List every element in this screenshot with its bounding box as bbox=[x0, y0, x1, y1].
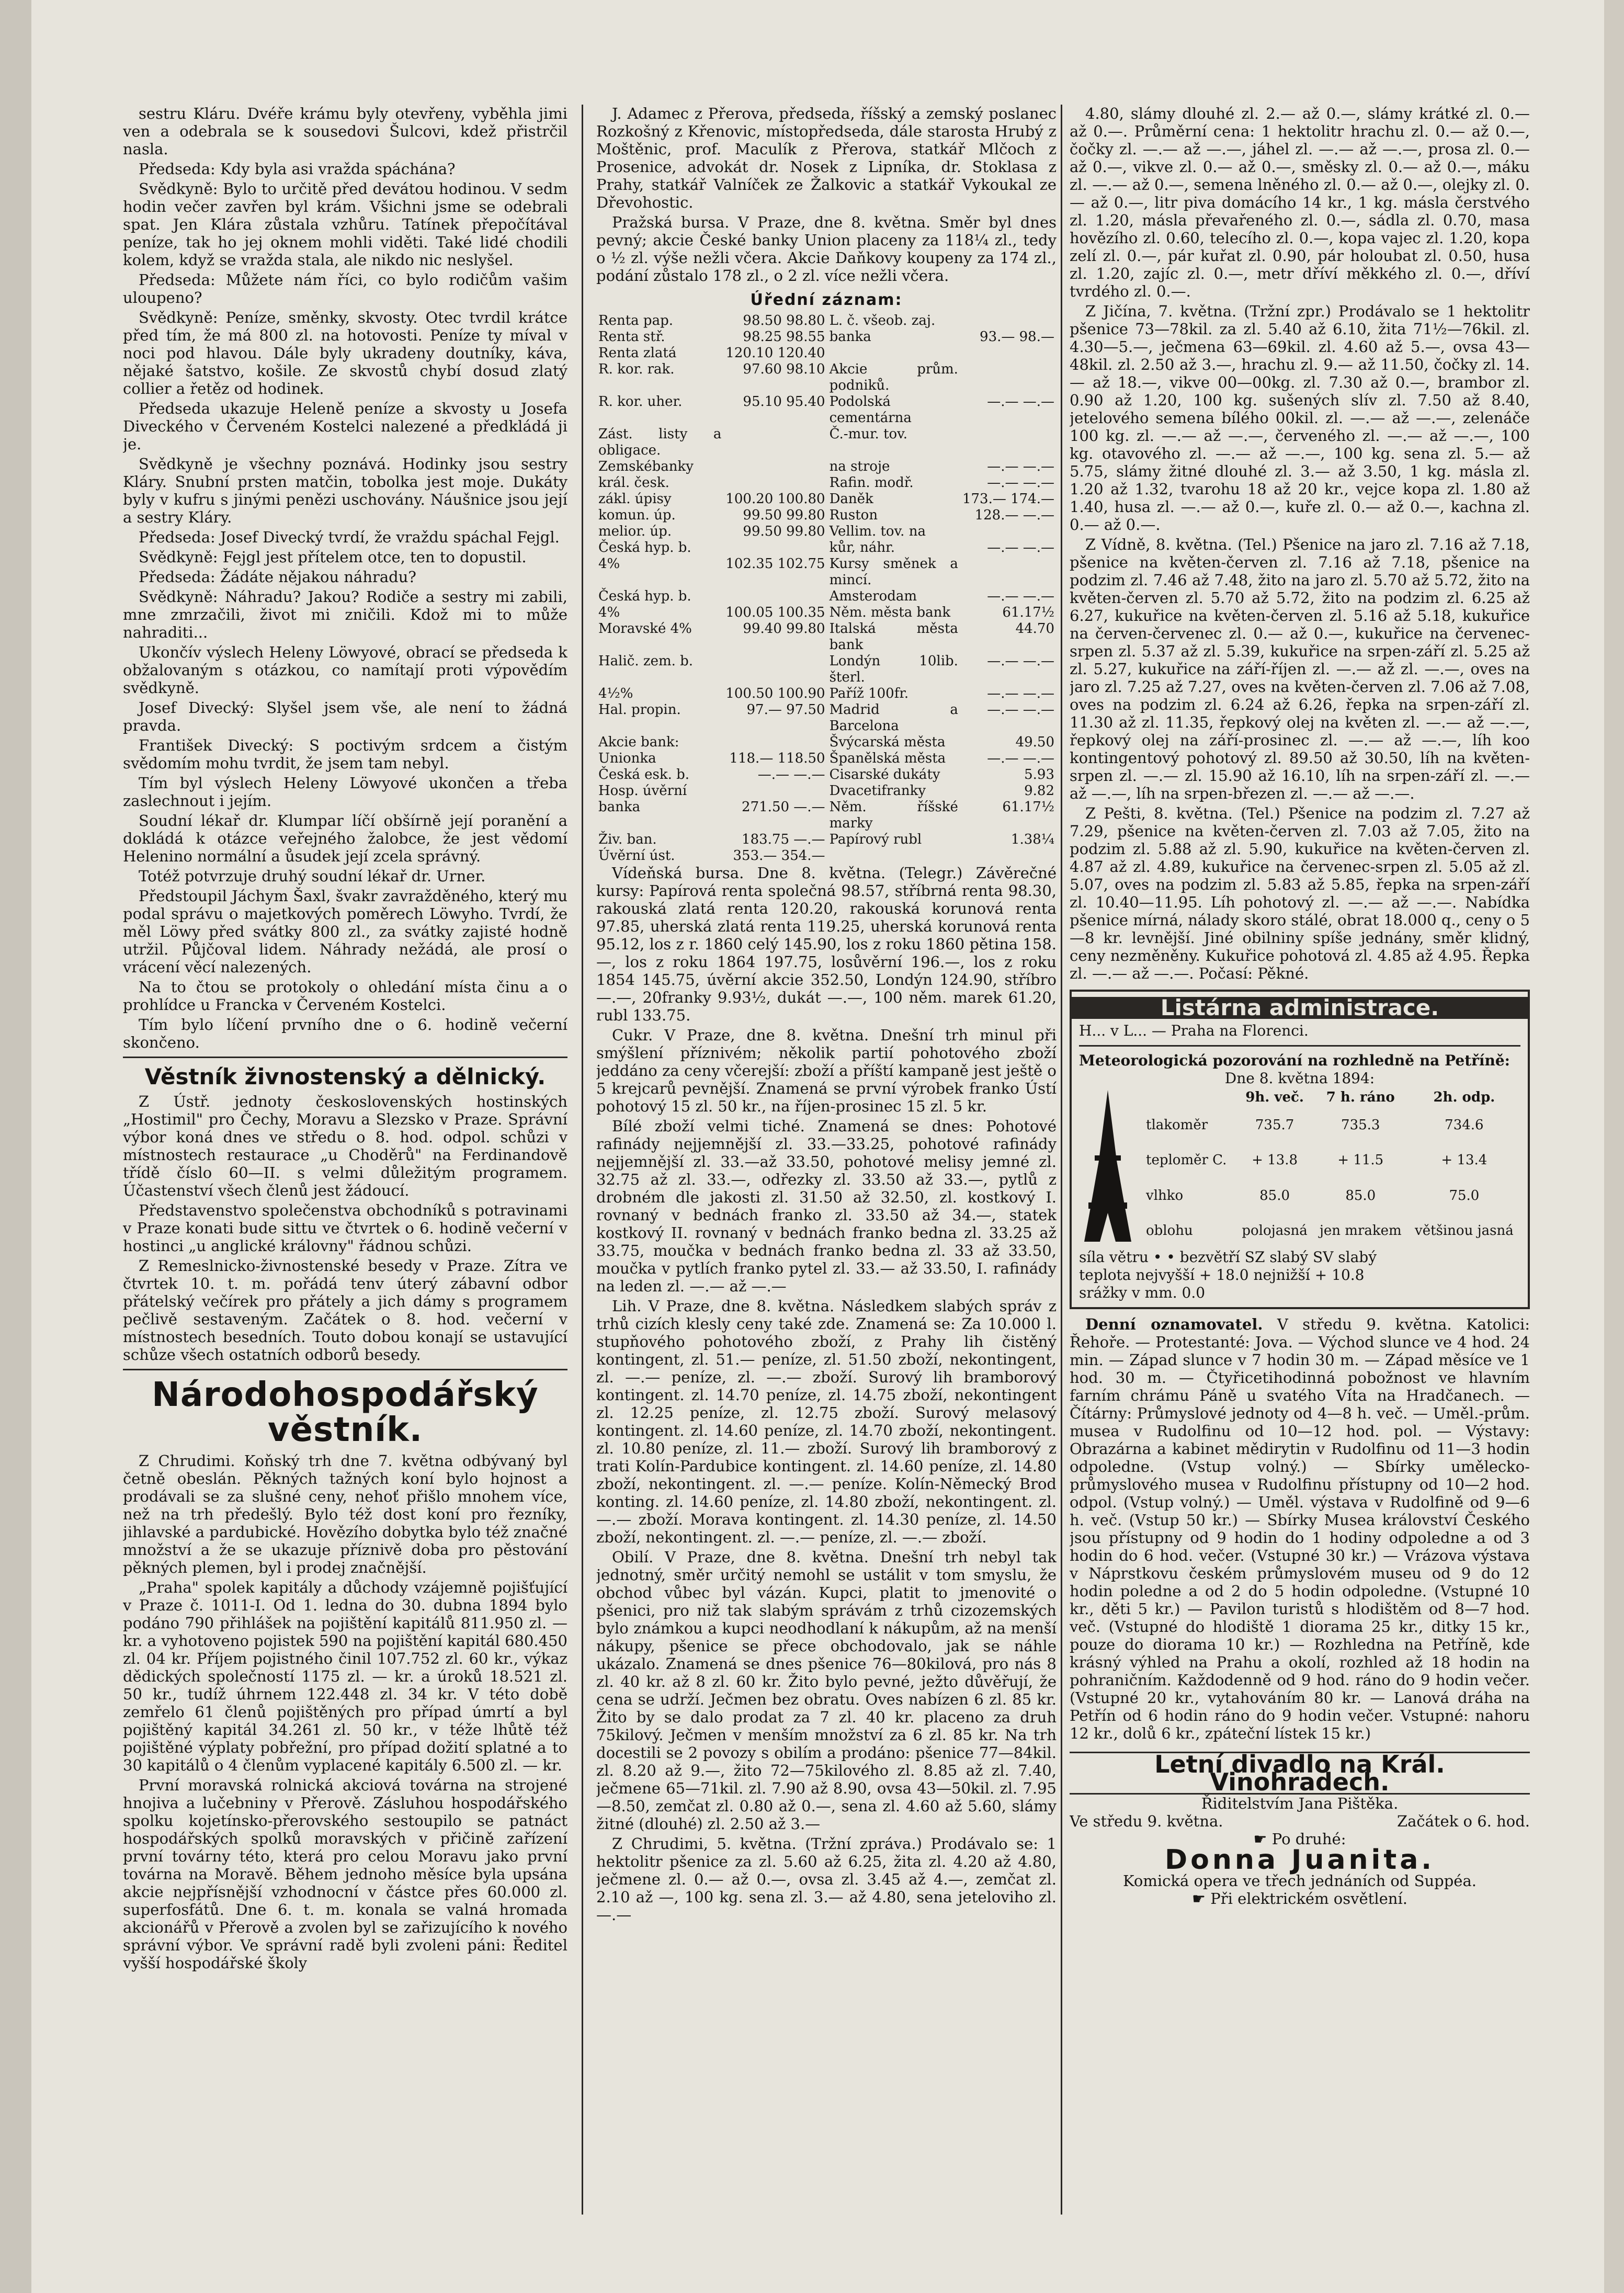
column-left bbox=[123, 105, 567, 2215]
quote-row bbox=[596, 426, 1057, 459]
quote-cell: Něm. říšské marky bbox=[829, 799, 958, 831]
met-cell: tlakoměr bbox=[1146, 1117, 1208, 1133]
quote-cell: Španělská města bbox=[829, 750, 946, 766]
quote-cell: 97.60 98.10 bbox=[743, 361, 825, 377]
met-date: Dne 8. května 1894: bbox=[1224, 1070, 1375, 1087]
announce-heading: Denní oznamovatel. bbox=[1085, 1315, 1263, 1333]
quote-cell bbox=[723, 653, 827, 686]
quote-cell: 93.— 98.— bbox=[980, 328, 1054, 345]
quote-cell: Italská města bank bbox=[829, 620, 958, 653]
pointing-hand-icon: ☛ bbox=[1192, 1890, 1211, 1908]
quote-row bbox=[596, 524, 1057, 540]
quote-cell: 4% bbox=[598, 555, 620, 572]
paragraph: Z Remeslnicko-živnostenské besedy v Praze. Zítra ve čtvrtek 10. t. m. pořádá tenv úterý zábavní odbor přátelský večírek pro přátely a jich dámy s programem pečlivě sestaveným. Začátek o 8. hod. večerní v místnostech besedních. Touto dobou konají se ustavující schůze všech ostatních odborů besedy. bbox=[123, 1257, 567, 1364]
quote-cell: 98.50 98.80 bbox=[743, 312, 825, 328]
quote-cell: Česká hyp. b. bbox=[598, 539, 691, 555]
paragraph: Z Jičína, 7. května. (Tržní zpr.) Prodávalo se 1 hektolitr pšenice 73—78kil. za zl. 5.40 až 6.10, žita 71½—76kil. zl. 4.30—5.—, ječmena 63—69kil. zl. 4.60 až 5.—, ovsa 43—48kil. zl. 2.50 až 3.—, hrachu zl. 9.— až 11.50, čočky zl. 14.— až 18.—, vikve 00—00kg. zl. 7.30 až 0.—, brambor zl. 0.90 až 1.20, 100 kg. sušených slív zl. 7.50 až 8.40, jetelového semena bílého 00kil. zl. —.— až —.—, zelenáče 100 kg. zl. —.— až —.—, červeného zl. —.— až —.—, 100 kg. otavového zl. —.— až —.—, 100 kg. sena zl. 5.— až 5.75, slámy žitné dlouhé zl. 3.— až 3.50, 1 kg. másla zl. 1.20 až 1.32, tvarohu 18 až 20 kr., vejce kopa zl. 1.80 až 1.40, husa zl. —.— až 0.—, kuře zl. 0.— až 0.—, kachna zl. 0.— až 0.—. bbox=[1070, 302, 1530, 533]
quote-cell: 5.93 bbox=[1024, 766, 1054, 782]
quote-cell: 49.50 bbox=[1015, 734, 1054, 750]
quote-cell: Renta pap. bbox=[598, 312, 673, 328]
quote-cell: Paříž 100fr. bbox=[829, 685, 909, 701]
quote-row bbox=[596, 783, 1057, 799]
met-table bbox=[1143, 1087, 1520, 1248]
quote-cell: Akcie bank: bbox=[598, 734, 679, 750]
met-rain: srážky v mm. 0.0 bbox=[1079, 1284, 1206, 1301]
quote-cell: 99.50 99.80 bbox=[743, 507, 825, 523]
paragraph: Předseda: Žádáte nějakou náhradu? bbox=[139, 568, 416, 586]
quote-cell: 353.— 354.— bbox=[733, 847, 825, 864]
quote-row bbox=[596, 686, 1057, 702]
quote-row bbox=[596, 848, 1057, 864]
quote-cell: 4% bbox=[598, 604, 620, 620]
quote-cell: Zemskébanky bbox=[598, 458, 694, 474]
quote-cell: 102.35 102.75 bbox=[725, 555, 825, 572]
paragraph: 4.80, slámy dlouhé zl. 2.— až 0.—, slámy krátké zl. 0.— až 0.—. Průměrní cena: 1 hektolitr hrachu zl. 0.— až 0.—, čočky zl. —.— až —.—, jáhel zl. —.— až —.—, prosa zl. 0.— až 0.—, vikve zl. 0.— až 0.—, směsky zl. 0.— až 0.—, máku zl. —.— až 0.—, semena lněného zl. 0.— až 0.—, olejky zl. 0.— až 0.—, litr piva domácího 14 kr., 1 kg. másla čerstvého zl. 1.20, másla převařeného zl. 0.—, sádla zl. 0.70, masa hovězího zl. 0.60, telecího zl. 0.—, kopa vajec zl. 1.20, kopa zelí zl. 0.—, pár kuřat zl. 0.90, pár holoubat zl. 0.50, husa zl. 1.20, zajíc zl. 0.—, metr dříví měkkého zl. 0.—, dříví tvrdého zl. 0.—. bbox=[1070, 105, 1530, 300]
quote-cell: R. kor. rak. bbox=[598, 361, 675, 377]
quote-cell: 61.17½ bbox=[1002, 604, 1054, 620]
quote-cell: 271.50 —.— bbox=[742, 799, 825, 815]
paragraph: „Praha" spolek kapitály a důchody vzájemně pojišťující v Praze č. 1011-I. Od 1. ledna do 30. dubna 1894 bylo podáno 790 přihlášek na pojištění kapitálů 811.950 zl. — kr. a vyhotoveno pojistek 590 na pojištění kapitál 680.450 zl. 04 kr. Příjem pojistného činil 107.752 zl. 60 kr., výkaz dědických společností 1175 zl. — kr. a úroků 18.521 zl. 50 kr., tudíž úhrnem 122.448 zl. 34 kr. V této době zemřelo 61 členů pojištěných pro případ úmrtí a byl pojištěný kapitál 34.261 zl. 50 kr., v téže lhůtě též pojištěné výplaty pobřežní, pro případ dožití splatné a to 30 kapitálů o 4 členům vyplacené kapitály 6.500 zl. — kr. bbox=[123, 1579, 567, 1775]
quote-cell: Renta stř. bbox=[598, 328, 665, 345]
quote-cell: —.— —.— bbox=[757, 766, 825, 782]
quote-cell bbox=[723, 475, 827, 491]
quote-cell: Úvěrní úst. bbox=[598, 847, 675, 864]
quote-row bbox=[596, 345, 1057, 361]
quote-cell bbox=[827, 848, 960, 864]
quote-cell bbox=[960, 426, 1057, 459]
quote-cell: komun. úp. bbox=[598, 507, 676, 523]
quote-row bbox=[596, 491, 1057, 507]
quote-cell bbox=[960, 524, 1057, 540]
quote-cell: Č.-mur. tov. bbox=[829, 426, 908, 442]
quote-cell bbox=[723, 734, 827, 751]
theater-lighting: ☛ Při elektrickém osvětlení. bbox=[1192, 1890, 1407, 1908]
paragraph: Předseda: Kdy byla asi vražda spáchána? bbox=[139, 160, 456, 178]
quote-cell: 1.38¼ bbox=[1010, 831, 1054, 847]
met-cell: jen mrakem bbox=[1319, 1223, 1402, 1239]
quote-cell: —.— —.— bbox=[987, 588, 1054, 604]
quote-row bbox=[596, 751, 1057, 767]
quote-row bbox=[596, 394, 1057, 426]
quote-cell bbox=[960, 361, 1057, 394]
letters-heading: Listárna administrace. bbox=[1072, 997, 1528, 1019]
met-cell: + 13.8 bbox=[1252, 1152, 1298, 1168]
petrin-tower-icon bbox=[1079, 1087, 1137, 1248]
theater-director: Řiditelstvím Jana Pištěka. bbox=[1201, 1795, 1399, 1812]
quote-cell: —.— —.— bbox=[987, 653, 1054, 669]
quote-cell: 100.20 100.80 bbox=[725, 491, 825, 507]
met-header-cell: 9h. več. bbox=[1245, 1089, 1304, 1105]
section-heading: Národohospodářský věstník. bbox=[152, 1376, 539, 1450]
quote-cell: Ruston bbox=[829, 507, 878, 523]
quote-row bbox=[596, 621, 1057, 653]
paragraph: Z Pešti, 8. května. (Tel.) Pšenice na podzim zl. 7.27 až 7.29, pšenice na květen-červen zl. 7.03 až 7.05, žito na podzim zl. 5.88 až zl. 5.90, kukuřice na květen-červen zl. 4.87 až zl. 4.89, kukuřice na červenec-srpen zl. 5.05 až zl. 5.07, oves na podzim zl. 5.83 až 5.85, řepka na srpen-září zl. 10.40—11.95. Líh pohotový zl. —.— až —.—. Nabídka pšenice mírná, nálady skoro stálé, obrat 18.000 q., ceny o 5—8 kr. levnější. Jiné obilniny spíše jednány, směr klidný, ceny nezměněny. Kukuřice pohotová zl. 4.85 až 4.95. Řepka zl. —.— až —.—. Počasí: Pěkné. bbox=[1070, 804, 1530, 982]
quote-cell: Dvacetifranky bbox=[829, 782, 926, 799]
column-right bbox=[1070, 105, 1530, 2215]
met-cell: 85.0 bbox=[1259, 1187, 1290, 1204]
met-wind: síla větru • • bezvětří SZ slabý SV slabý bbox=[1079, 1248, 1377, 1266]
quote-cell: —.— —.— bbox=[987, 393, 1054, 410]
met-temp: teplota nejvyšší + 18.0 nejnižší + 10.8 bbox=[1079, 1266, 1365, 1284]
paragraph: František Divecký: S poctivým srdcem a čistým svědomím mohu tvrdit, že jsem tam nebyl. bbox=[123, 736, 567, 772]
divider bbox=[1079, 1045, 1520, 1047]
paragraph: První moravská rolnická akciová továrna na strojené hnojiva a lučebniny v Přerově. Zásluhou hospodářského spolku kojetínsko-přerovského sestoupilo se patnáct hospodářských spolků moravských v přičině zařízení první továrny této, která pro celou Moravu jako první továrna na Moravě. Během jednoho měsíce byla upsána akcie nejpřísnější vzhodnocní v částce přes 60.000 zl. superfosfátů. Dne 6. t. m. konala se valná hromada akcionářů v Přerově a zvolen byl se zařizujícího k nového správní výbor. Ve správní radě byli zvoleni páni: Ředitel vyšší hospodářské školy bbox=[123, 1776, 567, 1972]
paragraph: Svědkyně: Bylo to určitě před devátou hodinou. V sedm hodin večer zavřen byl krám. Všichni jsme se odebrali spat. Jen Klára zůstala vzhůru. Tatínek přepočítával peníze, tak ho jej oknem mohli viděti. Také lidé chodili kolem, když se vražda stala, ale nikdo nic neslyšel. bbox=[123, 180, 567, 269]
quote-cell: Akcie prům. podniků. bbox=[829, 361, 958, 393]
paragraph: Svědkyně je všechny poznává. Hodinky jsou sestry Kláry. Snubní prsten matčin, tobolka jest moje. Dukáty byly v kufru s jinými penězi uschovány. Náušnice jsou její a sestry Kláry. bbox=[123, 455, 567, 526]
met-row bbox=[1143, 1178, 1520, 1213]
page-left-edge bbox=[0, 0, 31, 2293]
theater-date: Ve středu 9. května. bbox=[1070, 1812, 1223, 1830]
quote-cell: Česká esk. b. bbox=[598, 766, 690, 782]
pointing-hand-icon: ☛ bbox=[1253, 1830, 1272, 1848]
met-cell: + 11.5 bbox=[1337, 1152, 1384, 1168]
quote-cell: Londýn 10lib. šterl. bbox=[829, 653, 958, 685]
theater-second: ☛ Po druhé: bbox=[1253, 1830, 1346, 1848]
quote-cell bbox=[960, 848, 1057, 864]
quote-row bbox=[596, 329, 1057, 345]
met-header-cell: 7 h. ráno bbox=[1326, 1089, 1395, 1105]
quote-cell: Živ. ban. bbox=[598, 831, 657, 847]
quote-row bbox=[596, 605, 1057, 621]
quote-cell: 4½% bbox=[598, 685, 633, 701]
paragraph: Z Ústř. jednoty československých hostinských „Hostimil" pro Čechy, Moravu a Slezsko v Praze. Správní výbor koná dnes ve středu o 8. hod. odpol. schůzi v místnostech restaurace „u Choděrů" na Ferdinandově třídě číslo 60—II. s velmi důležitým programem. Účastenství všech členů jest žádoucí. bbox=[123, 1093, 567, 1200]
quote-cell: Vellim. tov. na bbox=[829, 523, 926, 539]
paragraph: Tím bylo líčení prvního dne o 6. hodině večerní skončeno. bbox=[123, 1016, 567, 1051]
theater-play: Donna Juanita. bbox=[1164, 1844, 1435, 1876]
theater-start: Začátek o 6. hod. bbox=[1396, 1812, 1530, 1830]
met-cell: 75.0 bbox=[1449, 1187, 1480, 1204]
paragraph: Josef Divecký: Slyšel jsem vše, ale není to žádná pravda. bbox=[123, 699, 567, 734]
quote-cell: —.— —.— bbox=[987, 701, 1054, 718]
quote-row bbox=[596, 507, 1057, 524]
quote-cell bbox=[723, 588, 827, 605]
paragraph: Totéž potvrzuje druhý soudní lékař dr. Urner. bbox=[139, 867, 486, 885]
quote-cell: banka bbox=[598, 799, 641, 815]
quote-row bbox=[596, 540, 1057, 556]
quote-row bbox=[596, 832, 1057, 848]
quote-cell: 99.50 99.80 bbox=[743, 523, 825, 539]
paragraph: Předstoupil Jáchym Šaxl, švakr zavražděného, který mu podal správu o majetkových poměrech Löwyho. Tvrdí, že měl Löwy před svátky 800 zl., za svátky zajisté hodně utržil. Půjčoval lidem. Náhrady nežádá, ale prosí o vrácení věcí nalezených. bbox=[123, 887, 567, 976]
divider bbox=[123, 1369, 567, 1370]
quote-cell: Hosp. úvěrní bbox=[598, 782, 687, 799]
met-cell: + 13.4 bbox=[1441, 1152, 1487, 1168]
quote-cell: Švýcarská města bbox=[829, 734, 946, 750]
quote-row bbox=[596, 734, 1057, 751]
quote-cell: —.— —.— bbox=[987, 750, 1054, 766]
quote-cell: Hal. propin. bbox=[598, 701, 681, 718]
quote-cell bbox=[723, 426, 827, 459]
paragraph: Svědkyně: Peníze, směnky, skvosty. Otec tvrdil krátce před tím, že má 800 zl. na hotovosti. Peníze ty míval v noci pod hlavou. Dále byly ukradeny doutníky, káva, nějaké šatstvo, košile. Ze skvostů chybí dosud zlatý collier a řetěz od hodinek. bbox=[123, 309, 567, 398]
paragraph: Bílé zboží velmi tiché. Znamená se dnes: Pohotové rafinády nejjemnější zl. 33.—33.25, pohotové rafinády nejjemnější zl. 33.—až 33.50, pohotové melisy jemné zl. 32.75 až zl. 33.—, odřezky zl. 33.50 až 33.—, pytlů z drobném dle jakosti zl. 31.50 až 32.50, zl. kostkový I. rovnaný v bednách franko zl. 33.50 až 34.—, statek kostkový II. rovnaný v bednách franko bedna zl. 33.25 až 33.75, moučka v bednách franko bedna zl. 33 až 33.50, moučka v pytlích franko pytel zl. 33.— až 33.50, I. rafinády na leden zl. —.— až —.— bbox=[596, 1117, 1057, 1295]
quote-row bbox=[596, 313, 1057, 329]
met-header-cell: 2h. odp. bbox=[1433, 1089, 1495, 1105]
quote-row bbox=[596, 702, 1057, 734]
quote-cell: Halič. zem. b. bbox=[598, 653, 694, 669]
quote-cell: 100.05 100.35 bbox=[725, 604, 825, 620]
met-cell: 735.3 bbox=[1341, 1117, 1380, 1133]
quote-cell: na stroje bbox=[829, 458, 890, 474]
theater-description: Komická opera ve třech jednáních od Suppéa. bbox=[1123, 1872, 1477, 1890]
paragraph bbox=[1070, 1315, 1530, 1742]
quote-cell: Renta zlatá bbox=[598, 345, 677, 361]
quote-row bbox=[596, 653, 1057, 686]
quote-cell: Česká hyp. b. bbox=[598, 588, 691, 604]
quote-cell bbox=[723, 540, 827, 556]
quote-cell: L. č. všeob. zaj. bbox=[829, 312, 936, 328]
met-cell: 734.6 bbox=[1445, 1117, 1484, 1133]
met-cell: 85.0 bbox=[1345, 1187, 1376, 1204]
quote-cell bbox=[723, 783, 827, 799]
section-heading: Věstník živnostenský a dělnický. bbox=[144, 1064, 546, 1089]
met-header-cell bbox=[1143, 1087, 1236, 1107]
paragraph: Předseda: Josef Divecký tvrdí, že vraždu spáchal Fejgl. bbox=[139, 528, 560, 546]
quote-cell: kůr, náhr. bbox=[829, 539, 895, 555]
paragraph: Vídeňská bursa. Dne 8. května. (Telegr.) Závěrečné kursy: Papírová renta společná 98.57, stříbrná renta 98.30, rakouská zlatá renta 120.20, rakouská korunová renta 97.85, uherská zlatá renta 119.25, uherská korunová renta 95.12, los z r. 1860 celý 145.90, los z roku 1860 pětina 158.—, los z roku 1864 197.75, losůvěrní 196.—, los z roku 1854 145.75, úvěrní akcie 352.50, Londýn 124.90, stříbro —.—, 20franky 9.93½, dukát —.—, 100 něm. marek 61.20, rubl 133.75. bbox=[596, 864, 1057, 1024]
paragraph: Z Chrudimi, 5. května. (Tržní zpráva.) Prodávalo se: 1 hektolitr pšenice za zl. 5.60 až 6.25, žita zl. 4.20 až 4.80, ječmene zl. 0.— až 0.—, ovsa zl. 3.45 až 4.—, zemčat zl. 2.10 až —, 100 kg. sena zl. 3.— až 4.80, sena jeteloviho zl. —.— bbox=[596, 1834, 1057, 1924]
met-cell: oblohu bbox=[1146, 1223, 1193, 1239]
paragraph: Obilí. V Praze, dne 8. května. Dnešní trh nebyl tak jednotný, směr určitý nemohl se ustálit v tom smyslu, že obchod vůbec byl vázán. Kupci, platit to jmenovité o pšenici, pro niž tak slabým správám z trhů cizozemských bylo známkou a kupci neodhodlaní k nákupům, až na menší nákupy, pšenice se přece obchodovalo, jak se náhle ukázalo. Znamená se dnes pšenice 76—80kilová, pro nás 8 zl. 40 kr. až 8 zl. 60 kr. Žito bylo pevné, ježto důvěřují, že cena se udrží. Ječmen bez obratu. Oves nabízen 6 zl. 85 kr. Žito by se dalo prodat za 7 zl. 40 kr. placeno za druh 75kilový. Ječmen v menším množství za 6 zl. 85 kr. Na trh docestili se 2 povozy s obilím a prodáno: pšenice 77—84kil. zl. 8.20 až 9.—, žito 72—75kilového zl. 8.85 až zl. 7.40, ječmene 65—71kil. zl. 7.90 až 8.90, ovsa 43—50kil. zl. 7.95—8.50, zemčat zl. 0.80 až 0.—, sena zl. 4.60 až 5.60, slámy žitné (dlouhé) zl. 2.50 až 3.— bbox=[596, 1548, 1057, 1833]
theater-title: Letní divadlo na Král. Vinohradech. bbox=[1070, 1752, 1530, 1795]
met-cell: polojasná bbox=[1242, 1223, 1308, 1239]
met-cell: většinou jasná bbox=[1415, 1223, 1514, 1239]
quote-cell: Unionka bbox=[598, 750, 656, 766]
paragraph: sestru Kláru. Dvéře krámu byly otevřeny, vyběhla jimi ven a odebrala se k sousedovi Šulcovi, kdež přistrčil nasla. bbox=[123, 105, 567, 158]
column-middle bbox=[596, 105, 1057, 2215]
met-cell: teploměr C. bbox=[1146, 1152, 1227, 1168]
quote-cell bbox=[723, 459, 827, 475]
paragraph: Lih. V Praze, dne 8. května. Následkem slabých správ z trhů cizích klesly ceny také zde. Znamená se: Za 10.000 l. stupňového pohotového zboží, z Prahy lih čistěný kontingent, zl. 51.— peníze, zl. 51.50 zboží, nekontingent, zl. —.— peníze, zl. —.— zboží. Surový lih bramborový kontingent. zl. 14.70 peníze, zl. 14.75 zboží, nekontingent zl. 12.25 peníze, zl. 12.75 zboží. Surový melasový kontingent. zl. 14.60 peníze, zl. 14.70 zboží, nekontingent. zl. 10.80 peníze, zl. 11.— zboží. Surový lih bramborový z trati Kolín-Pardubice kontingent. zl. 14.60 peníze, zl. 14.80 zboží, nekontingent. zl. —.— peníze. Kolín-Německý Brod konting. zl. 14.60 peníze, zl. 14.80 zboží, nekontingent. zl. —.— zboží. Morava kontingent. zl. 14.30 peníze, zl. 14.50 zboží, nekontingent. zl. —.— peníze, zl. —.— zboží. bbox=[596, 1297, 1057, 1546]
quote-row bbox=[596, 475, 1057, 491]
quote-cell: 118.— 118.50 bbox=[729, 750, 825, 766]
page-right-edge bbox=[1604, 0, 1624, 2293]
quote-cell bbox=[827, 345, 960, 361]
quote-cell: —.— —.— bbox=[987, 539, 1054, 555]
met-cell: vlhko bbox=[1146, 1187, 1184, 1204]
met-row bbox=[1143, 1143, 1520, 1178]
quote-cell bbox=[960, 556, 1057, 588]
quote-cell: banka bbox=[829, 328, 871, 345]
quotes-heading: Úřední záznam: bbox=[750, 291, 903, 309]
divider bbox=[123, 1057, 567, 1058]
paragraph: Svědkyně: Fejgl jest přítelem otce, ten to dopustil. bbox=[139, 548, 527, 566]
paragraph: Z Vídně, 8. května. (Tel.) Pšenice na jaro zl. 7.16 až 7.18, pšenice na květen-červen zl. 7.16 až 7.18, pšenice na podzim zl. 7.46 až 7.48, žito na jaro zl. 5.70 až 5.72, žito na květen-červen zl. 5.70 až 5.72, žito na podzim zl. 6.25 až 6.27, kukuřice na květen-červen zl. 5.16 až 5.18, kukuřice na červen-červenec zl. 0.— až 0.—, kukuřice na červenec-srpen zl. 5.37 až zl. 5.39, kukuřice na srpen-září zl. 5.25 až zl. 5.27, kukuřice na září-říjen zl. —.— až zl. —.—, oves na jaro zl. 7.25 až 7.27, oves na květen-červen zl. 7.06 až 7.08, oves na podzim zl. 6.24 až 6.26, řepka na srpen-září zl. 11.30 až zl. 11.35, řepkový olej na květen zl. —.— až —.—, řepkový olej na září-prosinec zl. —.— až —.—, líh koo kontingentový pohotový zl. 89.50 až 30.50, líh na květen-srpen zl. —.— zl. 15.90 až 16.10, líh na srpen-září zl. —.— až —.—, líh na srpen-březen zl. —.— až —.—. bbox=[1070, 536, 1530, 802]
quote-cell: 61.17½ bbox=[1002, 799, 1054, 815]
quote-cell: Zást. listy a obligace. bbox=[598, 426, 722, 458]
quote-cell: 44.70 bbox=[1015, 620, 1054, 637]
quote-cell: —.— —.— bbox=[987, 458, 1054, 474]
quote-cell: R. kor. uher. bbox=[598, 393, 683, 410]
quote-cell: zákl. úpisy bbox=[598, 491, 672, 507]
paragraph: Svědkyně: Náhradu? Jakou? Rodiče a sestry mi zabili, mne zmrzačili, život mi zničili. Kdož mi to může nahraditi... bbox=[123, 588, 567, 641]
quote-cell: 99.40 99.80 bbox=[743, 620, 825, 637]
paragraph: Ukončív výslech Heleny Löwyové, obrací se předseda k obžalovaným s otázkou, co namítají proti výpovědím svědkyně. bbox=[123, 643, 567, 697]
quote-cell: 173.— 174.— bbox=[962, 491, 1054, 507]
quote-cell: melior. úp. bbox=[598, 523, 672, 539]
quote-cell: Amsterodam bbox=[829, 588, 917, 604]
paragraph: Tím byl výslech Heleny Löwyové ukončen a třeba zaslechnout i jejím. bbox=[123, 774, 567, 810]
paragraph: Na to čtou se protokoly o ohledání místa činu a o prohlídce u Francka v Červeném Kostelci. bbox=[123, 978, 567, 1014]
paragraph: Předseda: Můžete nám říci, co bylo rodičům vašim uloupeno? bbox=[123, 271, 567, 307]
quote-cell bbox=[960, 313, 1057, 329]
quote-cell: —.— —.— bbox=[987, 685, 1054, 701]
quote-row bbox=[596, 588, 1057, 605]
quote-cell: Daněk bbox=[829, 491, 873, 507]
quote-cell: 183.75 —.— bbox=[742, 831, 825, 847]
quote-row bbox=[596, 361, 1057, 394]
met-cell: 735.7 bbox=[1255, 1117, 1294, 1133]
quote-cell: Madrid a Barcelona bbox=[829, 701, 958, 734]
quote-row bbox=[596, 459, 1057, 475]
quote-row bbox=[596, 556, 1057, 588]
quote-cell: Cisarské dukáty bbox=[829, 766, 940, 782]
theater-ad bbox=[1070, 1752, 1530, 1908]
column-rule bbox=[1061, 105, 1062, 2215]
met-row bbox=[1143, 1107, 1520, 1143]
letters-line: H... v L... — Praha na Florenci. bbox=[1079, 1022, 1309, 1039]
paragraph: Představenstvo společenstva obchodníků s potravinami v Praze konati bude sittu ve čtvrtek o 6. hodině večerní v hostinci „u anglické královny" řádnou schůzi. bbox=[123, 1201, 567, 1255]
paragraph: Cukr. V Praze, dne 8. května. Dnešní trh minul při smýšlení příznivém; několik partií pohotového zboží jeddáno za ceny včerejší: zboží a příští kampaně jest ještě o 5 krejcarů pevnější. Znamená se první výrobek franko Ústí pohotový 15 zl. 50 kr., na říjen-prosinec 15 zl. 5 kr. bbox=[596, 1026, 1057, 1115]
quote-row bbox=[596, 799, 1057, 832]
quote-cell: Rafin. modř. bbox=[829, 474, 914, 491]
quote-cell: král. česk. bbox=[598, 474, 669, 491]
paragraph: Z Chrudimi. Koňský trh dne 7. května odbývaný byl četně obeslán. Pěkných tažných koní bylo hojnost a prodávali se za slušné ceny, nehoť přišlo mnohem více, než na trh předešlý. Bylo též dost koní pro řezníky, jihlavské a pardubické. Hovězího dobytka bylo též značné množství a že se ukazuje příznivě doba pro pěstování pěkných plemen, byl i prodej značnější. bbox=[123, 1452, 567, 1577]
column-rule bbox=[582, 105, 583, 2215]
quotes-table bbox=[596, 313, 1057, 864]
quote-cell: Kursy směnek a mincí. bbox=[829, 555, 958, 588]
quote-cell: 95.10 95.40 bbox=[743, 393, 825, 410]
quote-cell: 100.50 100.90 bbox=[725, 685, 825, 701]
paragraph: Pražská bursa. V Praze, dne 8. května. Směr byl dnes pevný; akcie České banky Union placeny za 118¼ zl., tedy o ½ zl. výše nežli včera. Akcie Daňkovy koupeny za 174 zl., podání zůstalo 178 zl., o 2 zl. více nežli včera. bbox=[596, 213, 1057, 285]
quote-cell: Něm. města bank bbox=[829, 604, 951, 620]
quote-cell: Podolská cementárna bbox=[829, 393, 912, 426]
quote-cell: Moravské 4% bbox=[598, 620, 692, 637]
quote-cell: 97.— 97.50 bbox=[746, 701, 825, 718]
paragraph: Předseda ukazuje Heleně peníze a skvosty u Josefa Diveckého v Červeném Kostelci nalezené a předkládá ji je. bbox=[123, 400, 567, 453]
quote-cell: —.— —.— bbox=[987, 474, 1054, 491]
quote-cell: 128.— —.— bbox=[974, 507, 1054, 523]
paragraph: J. Adamec z Přerova, předseda, říšský a zemský poslanec Rozkošný z Křenovic, místopředseda, dále starosta Hrubý z Moštěnic, prof. Maculík z Přerova, statkář Mlčoch z Prosenice, advokát dr. Nosek z Lipníka, dr. Stoklasa z Prahy, statkář Valníček ze Žalkovic a statkář Vykoukal ze Dřevohostic. bbox=[596, 105, 1057, 211]
met-heading: Meteorologická pozorování na rozhledně na Petříně: bbox=[1079, 1052, 1511, 1069]
quote-row bbox=[596, 767, 1057, 783]
quote-cell: 98.25 98.55 bbox=[743, 328, 825, 345]
quote-cell: 120.10 120.40 bbox=[725, 345, 825, 361]
quote-cell: 9.82 bbox=[1024, 782, 1054, 799]
paragraph: Soudní lékař dr. Klumpar líčí obšírně její poranění a dokládá k otázce veřejného žalobce, že jest vědomí Helenino normální a ůsudek její zcela správný. bbox=[123, 812, 567, 865]
announce-text: V středu 9. května. Katolici: Řehoře. — Protestanté: Jova. — Východ slunce ve 4 hod. 24 min. — Západ slunce v 7 hodin 30 m. — Západ měsíce ve 1 hod. 30 m. — Čtyřicetihodinná pobožnost ve hlavním farním chrámu Páně u svatého Víta na Hradčanech. — Čítárny: Průmyslové jednoty od 4—8 h. več. — Uměl.-prům. musea v Rudolfinu od 10—12 hod. pol. — Výstavy: Obrazárna a kabinet mědirytin v Rudolfinu od 11—3 hodin odpoledne. (Vstup volný.) — Sbírky umělecko-průmyslového musea v Rudolfinu přístupny od 10—2 hod. odpol. (Vstup volný.) — Uměl. výstava v Rudolfině od 9—6 h. več. (Vstup 50 kr.) — Sbírky Musea království Českého jsou přístupny od 9 hodin do 1 hodiny odpoledne a od 3 hodin do 6 hod. večer. (Vstupné 30 kr.) — Vrázova výstava v Náprstkovu českém průmyslovém museu od 9 do 12 hodin poledne a od 2 do 5 hodin odpoledne. (Vstupné 10 kr., děti 5 kr.) — Pavilon turistů s hlodištěm od 8—7 hod. več. (Vstupné do hlodiště 1 diorama 25 kr., ditky 15 kr., pouze do diorama 10 kr.) — Rozhledna na Petříně, kde krásný výhled na Prahu a okolí, rozhled až 18 hodin na pohraničním. Každodenně od 9 hod. ráno do 9 hodin večer. (Vstupné 20 kr., vytahováním 80 kr. — Lanová dráha na Petřín od 6 hodin ráno do 9 hodin večer. Vstupné: nahoru 12 kr., dolů 6 kr., zpáteční lístek 15 kr.) bbox=[1070, 1315, 1530, 1742]
met-row bbox=[1143, 1213, 1520, 1249]
quote-cell bbox=[960, 345, 1057, 361]
letters-box bbox=[1070, 990, 1530, 1309]
quote-cell: Papírový rubl bbox=[829, 831, 922, 847]
